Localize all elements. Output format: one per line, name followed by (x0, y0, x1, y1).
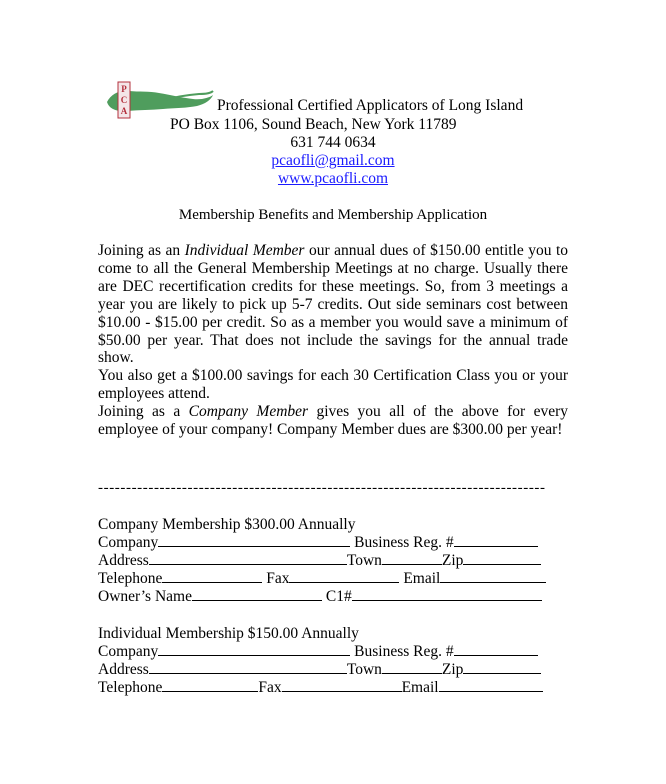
business-reg-field[interactable] (454, 534, 538, 547)
c1-field[interactable] (352, 588, 542, 601)
town-field[interactable] (382, 661, 442, 674)
zip-field[interactable] (463, 661, 541, 674)
email-link[interactable]: pcaofli@gmail.com (271, 152, 395, 169)
address-field[interactable] (149, 661, 347, 674)
fax-label: Fax (266, 570, 290, 587)
address-label: Address (98, 661, 149, 678)
zip-label: Zip (441, 661, 464, 678)
organization-name: Professional Certified Applicators of Long Island (217, 97, 524, 114)
form-row (98, 570, 568, 588)
address-field[interactable] (149, 552, 347, 565)
individual-membership-form (98, 625, 568, 697)
email-label: Email (401, 679, 439, 696)
owners-name-label: Owner’s Name (98, 588, 192, 605)
zip-label: Zip (441, 552, 464, 569)
svg-text:A: A (120, 106, 128, 116)
form-row (98, 661, 568, 679)
svg-text:P: P (121, 84, 127, 94)
company-label: Company (98, 643, 159, 660)
owners-name-field[interactable] (192, 588, 322, 601)
form-row (98, 679, 568, 697)
telephone-field[interactable] (162, 679, 258, 692)
company-member-emphasis: Company Member (188, 403, 309, 421)
email-field[interactable] (440, 570, 546, 583)
svg-text:C: C (120, 95, 128, 105)
paragraph-text: Joining as a (98, 403, 189, 421)
company-field[interactable] (158, 534, 350, 547)
website-link[interactable]: www.pcaofli.com (277, 170, 389, 187)
business-reg-label: Business Reg. # (354, 534, 454, 551)
town-label: Town (346, 661, 382, 678)
c1-label: C1# (325, 588, 352, 605)
paragraph-text: our annual dues of $150.00 entitle you to come to all the General Membership Meetings at no charge. Usually there are DEC recertification credits for these meetings. So, from 3 meetings a year you are likely to pick up 5-7 credits. Out side seminars cost between $10.00 - $15.00 per credit. So as a member you would save a minimum of $50.00 per year. That does not include the savings for the annual trade show. (98, 242, 569, 367)
phone-number: 631 744 0634 (290, 134, 376, 151)
paragraph-company (98, 403, 568, 439)
email-field[interactable] (439, 679, 543, 692)
telephone-label: Telephone (98, 570, 163, 587)
form-row (98, 534, 568, 552)
company-label: Company (98, 534, 159, 551)
form-heading: Company Membership $300.00 Annually (98, 516, 356, 533)
form-heading: Individual Membership $150.00 Annually (98, 625, 359, 642)
benefits-text (98, 242, 568, 439)
form-row (98, 588, 568, 606)
telephone-label: Telephone (98, 679, 163, 696)
company-membership-form (98, 516, 568, 606)
individual-member-emphasis: Individual Member (184, 242, 305, 259)
zip-field[interactable] (463, 552, 541, 565)
form-row (98, 552, 568, 570)
fax-field[interactable] (282, 679, 402, 692)
mailing-address: PO Box 1106, Sound Beach, New York 11789 (170, 116, 457, 133)
paragraph-text: Joining as an (98, 242, 185, 259)
paragraph-savings: You also get a $100.00 savings for each 30 Certification Class you or your employees attend. (98, 367, 568, 403)
paragraph-text: gives you all of the above for every employee of your company! Company Member dues are $300.00 per year! (98, 403, 568, 439)
business-reg-field[interactable] (454, 643, 538, 656)
address-label: Address (98, 552, 149, 569)
fax-label: Fax (258, 679, 282, 696)
town-label: Town (346, 552, 382, 569)
form-row (98, 643, 568, 661)
pca-long-island-logo (105, 80, 215, 120)
fax-field[interactable] (289, 570, 399, 583)
paragraph-individual (98, 242, 568, 367)
company-field[interactable] (158, 643, 350, 656)
dashed-divider: -------------------------------------------------------------------------------- (98, 480, 546, 496)
town-field[interactable] (382, 552, 442, 565)
document-title: Membership Benefits and Membership Application (178, 207, 488, 223)
business-reg-label: Business Reg. # (354, 643, 454, 660)
telephone-field[interactable] (162, 570, 262, 583)
email-label: Email (403, 570, 441, 587)
